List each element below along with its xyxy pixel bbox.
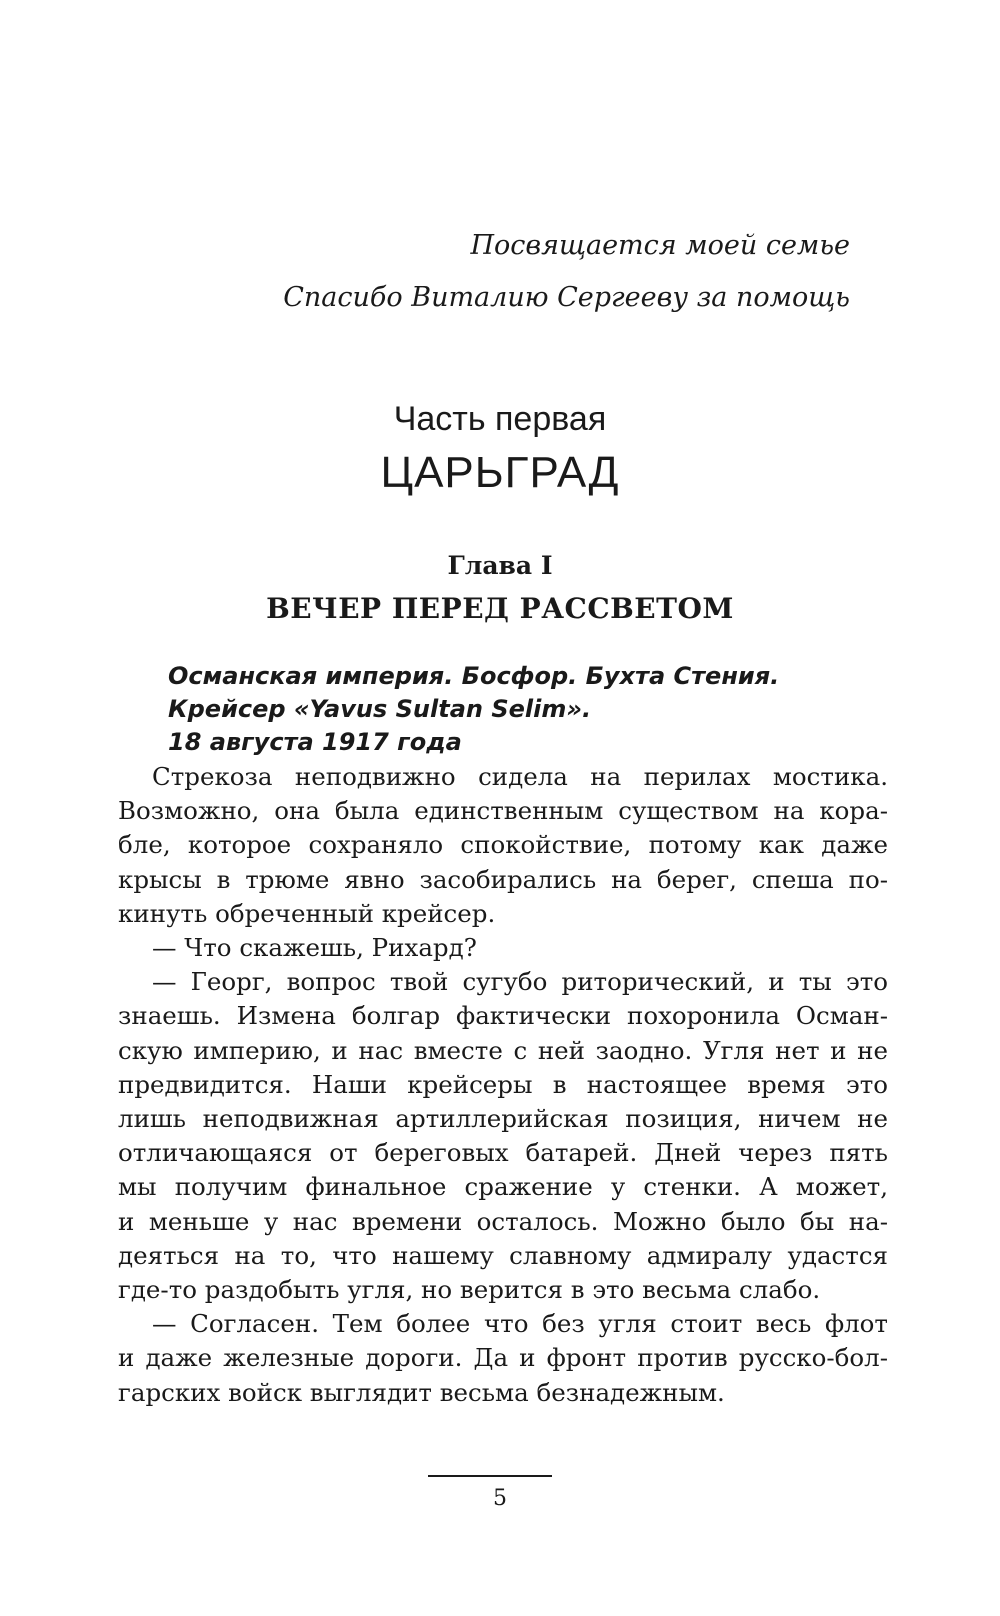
footer-rule	[428, 1475, 552, 1477]
body-line: Возможно, она была единственным существом на кора-	[118, 796, 888, 826]
body-line: знаешь. Измена болгар фактически похоронила Осман-	[118, 1001, 888, 1031]
body-line: бле, которое сохраняло спокойствие, потому как даже	[118, 830, 888, 860]
page-number: 5	[493, 1486, 507, 1511]
body-line: деяться на то, что нашему славному адмиралу удастся	[118, 1240, 888, 1270]
part-label: Часть первая	[393, 400, 607, 438]
epigraph	[168, 660, 779, 759]
epigraph-line-3: 18 августа 1917 года	[168, 728, 462, 756]
body-line: предвидится. Наши крейсеры в настоящее время это	[118, 1069, 888, 1099]
body-line: и меньше у нас времени осталось. Можно было бы на-	[118, 1206, 888, 1236]
chapter-title: ВЕЧЕР ПЕРЕД РАССВЕТОМ	[266, 592, 734, 625]
body-line: — Что скажешь, Рихард?	[152, 933, 477, 963]
dedication-line-2: Спасибо Виталию Сергееву за помощь	[283, 282, 850, 313]
body-text	[118, 760, 888, 1410]
body-line: и даже железные дороги. Да и фронт против русско-бол-	[118, 1343, 888, 1373]
body-line: скую империю, и нас вместе с ней заодно. Угля нет и не	[118, 1035, 888, 1065]
part-name: ЦАРЬГРАД	[380, 448, 620, 497]
dedication-line-1: Посвящается моей семье	[470, 230, 850, 261]
body-line: где-то раздобыть угля, но верится в это весьма слабо.	[118, 1275, 821, 1305]
body-line: отличающаяся от береговых батарей. Дней через пять	[118, 1138, 888, 1168]
body-line: мы получим финальное сражение у стенки. А может,	[118, 1172, 888, 1202]
body-line: крысы в трюме явно засобирались на берег, спеша по-	[118, 864, 888, 894]
body-line: гарских войск выглядит весьма безнадежным.	[118, 1377, 725, 1407]
body-line: — Георг, вопрос твой сугубо риторический, и ты это	[152, 967, 888, 997]
chapter-number: Глава I	[447, 551, 553, 580]
body-line: Стрекоза неподвижно сидела на перилах мостика.	[152, 762, 888, 791]
epigraph-line-2: Крейсер «Yavus Sultan Selim».	[168, 695, 592, 723]
epigraph-line-1: Османская империя. Босфор. Бухта Стения.	[168, 662, 780, 690]
body-line: лишь неподвижная артиллерийская позиция, ничем не	[118, 1104, 888, 1134]
body-line: — Согласен. Тем более что без угля стоит весь флот	[152, 1309, 888, 1339]
body-line: кинуть обреченный крейсер.	[118, 898, 496, 928]
